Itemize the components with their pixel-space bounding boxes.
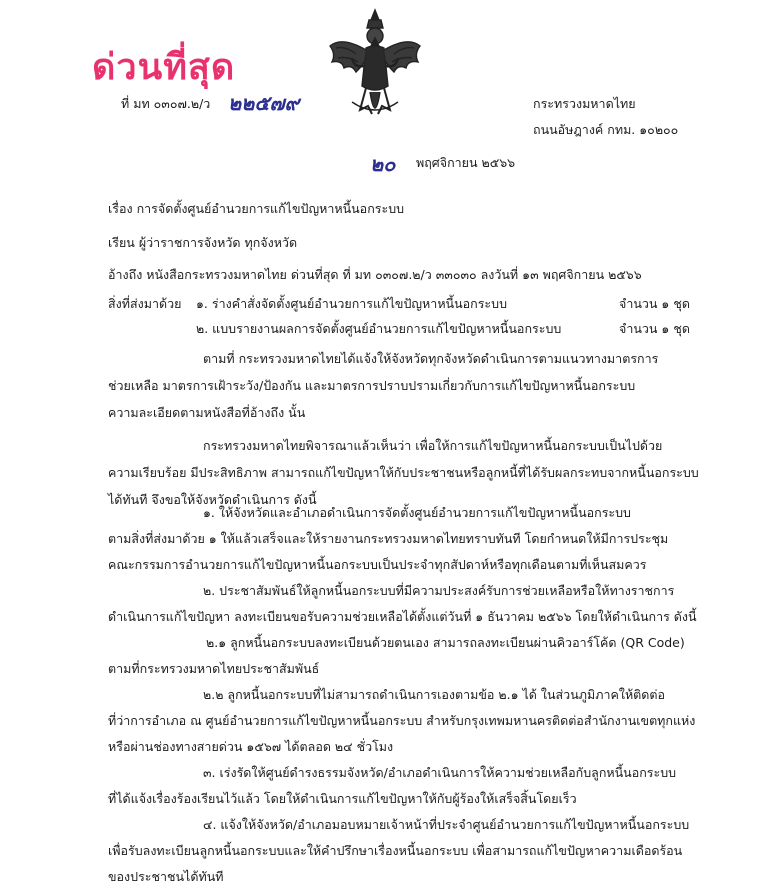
enclosure-item-qty: จำนวน ๑ ชุด xyxy=(619,296,690,311)
garuda-emblem-icon xyxy=(322,6,428,126)
body-line: ดำเนินการแก้ไขปัญหา ลงทะเบียนขอรับความช่วยเหลือได้ตั้งแต่วันที่ ๑ ธันวาคม ๒๕๖๖ โดยให้ดำเนินการ ดังนี้ xyxy=(108,609,697,624)
body-line: ๔. แจ้งให้จังหวัด/อำเภอมอบหมายเจ้าหน้าที่ประจำศูนย์อำนวยการแก้ไขปัญหาหนี้นอกระบบ xyxy=(203,817,690,832)
enclosure-item-text: ๒. แบบรายงานผลการจัดตั้งศูนย์อำนวยการแก้ไขปัญหาหนี้นอกระบบ xyxy=(196,321,562,336)
urgency-stamp: ด่วนที่สุด xyxy=(92,47,236,88)
body-line: ตามที่กระทรวงมหาดไทยประชาสัมพันธ์ xyxy=(108,661,320,676)
reference-line: อ้างถึง หนังสือกระทรวงมหาดไทย ด่วนที่สุด ที่ มท ๐๓๐๗.๒/ว ๓๓๐๓๐ ลงวันที่ ๑๓ พฤศจิกายน ๒๕๖๖ xyxy=(108,267,642,282)
body-line: ๑. ให้จังหวัดและอำเภอดำเนินการจัดตั้งศูนย์อำนวยการแก้ไขปัญหาหนี้นอกระบบ xyxy=(203,505,631,520)
body-line: หรือผ่านช่องทางสายด่วน ๑๕๖๗ ได้ตลอด ๒๔ ชั่วโมง xyxy=(108,739,394,754)
body-text xyxy=(108,500,718,890)
enclosure-item-qty: จำนวน ๑ ชุด xyxy=(619,321,690,336)
date-day-handwritten: ๒๐ xyxy=(370,152,396,176)
doc-number-prefix: ที่ มท ๐๓๐๗.๒/ว xyxy=(121,96,211,111)
doc-number-handwritten: ๒๒๕๗๙ xyxy=(228,91,300,115)
ministry-address: ถนนอัษฎางค์ กทม. ๑๐๒๐๐ xyxy=(533,122,679,137)
body-line: คณะกรรมการอำนวยการแก้ไขปัญหาหนี้นอกระบบเป็นประจำทุกสัปดาห์หรือทุกเดือนตามที่เห็นสมควร xyxy=(108,557,647,572)
ministry-name: กระทรวงมหาดไทย xyxy=(533,96,636,111)
body-line: ๒.๑ ลูกหนี้นอกระบบลงทะเบียนด้วยตนเอง สามารถลงทะเบียนผ่านคิวอาร์โค้ด (QR Code) xyxy=(206,635,685,650)
date-text: พฤศจิกายน ๒๕๖๖ xyxy=(416,155,516,170)
body-line: ๒.๒ ลูกหนี้นอกระบบที่ไม่สามารถดำเนินการเองตามข้อ ๒.๑ ได้ ในส่วนภูมิภาคให้ติดต่อ xyxy=(203,687,666,702)
body-line: ๒. ประชาสัมพันธ์ให้ลูกหนี้นอกระบบที่มีความประสงค์รับการช่วยเหลือหรือให้ทางราชการ xyxy=(203,583,675,598)
enclosure-label: สิ่งที่ส่งมาด้วย xyxy=(108,296,182,311)
recipient-line: เรียน ผู้ว่าราชการจังหวัด ทุกจังหวัด xyxy=(108,235,298,250)
body-line: กระทรวงมหาดไทยพิจารณาแล้วเห็นว่า เพื่อให้การแก้ไขปัญหาหนี้นอกระบบเป็นไปด้วย xyxy=(203,438,663,453)
body-line: ตามสิ่งที่ส่งมาด้วย ๑ ให้แล้วเสร็จและให้รายงานกระทรวงมหาดไทยทราบทันที โดยกำหนดให้มีการประชุม xyxy=(108,531,669,546)
body-line: ๓. เร่งรัดให้ศูนย์ดำรงธรรมจังหวัด/อำเภอดำเนินการให้ความช่วยเหลือกับลูกหนี้นอกระบบ xyxy=(203,765,677,780)
body-line: ที่ว่าการอำเภอ ณ ศูนย์อำนวยการแก้ไขปัญหาหนี้นอกระบบ สำหรับกรุงเทพมหานครติดต่อสำนักงานเขตทุกแห่ง xyxy=(108,713,696,728)
body-line: ช่วยเหลือ มาตรการเฝ้าระวัง/ป้องกัน และมาตรการปราบปรามเกี่ยวกับการแก้ไขปัญหาหนี้นอกระบบ xyxy=(108,378,636,393)
body-line: ความละเอียดตามหนังสือที่อ้างถึง นั้น xyxy=(108,405,306,420)
body-line: ความเรียบร้อย มีประสิทธิภาพ สามารถแก้ไขปัญหาให้กับประชาชนหรือลูกหนี้ที่ได้รับผลกระทบจากหนี้นอกระบบ xyxy=(108,465,699,480)
body-line: ของประชาชนได้ทันที xyxy=(108,869,224,884)
body-line: ตามที่ กระทรวงมหาดไทยได้แจ้งให้จังหวัดทุกจังหวัดดำเนินการตามแนวทางมาตรการ xyxy=(203,351,659,366)
enclosure-item-text: ๑. ร่างคำสั่งจัดตั้งศูนย์อำนวยการแก้ไขปัญหาหนี้นอกระบบ xyxy=(196,296,508,311)
body-line: เพื่อรับลงทะเบียนลูกหนี้นอกระบบและให้คำปรึกษาเรื่องหนี้นอกระบบ เพื่อสามารถแก้ไขปัญหาความเดือดร้อน xyxy=(108,843,683,858)
subject-line: เรื่อง การจัดตั้งศูนย์อำนวยการแก้ไขปัญหาหนี้นอกระบบ xyxy=(108,201,405,216)
body-text xyxy=(108,345,718,426)
body-line: ที่ได้แจ้งเรื่องร้องเรียนไว้แล้ว โดยให้ดำเนินการแก้ไขปัญหาให้กับผู้ร้องให้เสร็จสิ้นโดยเร็ว xyxy=(108,791,577,806)
body-line: ได้ทันที จึงขอให้จังหวัดดำเนินการ ดังนี้ xyxy=(108,492,317,507)
